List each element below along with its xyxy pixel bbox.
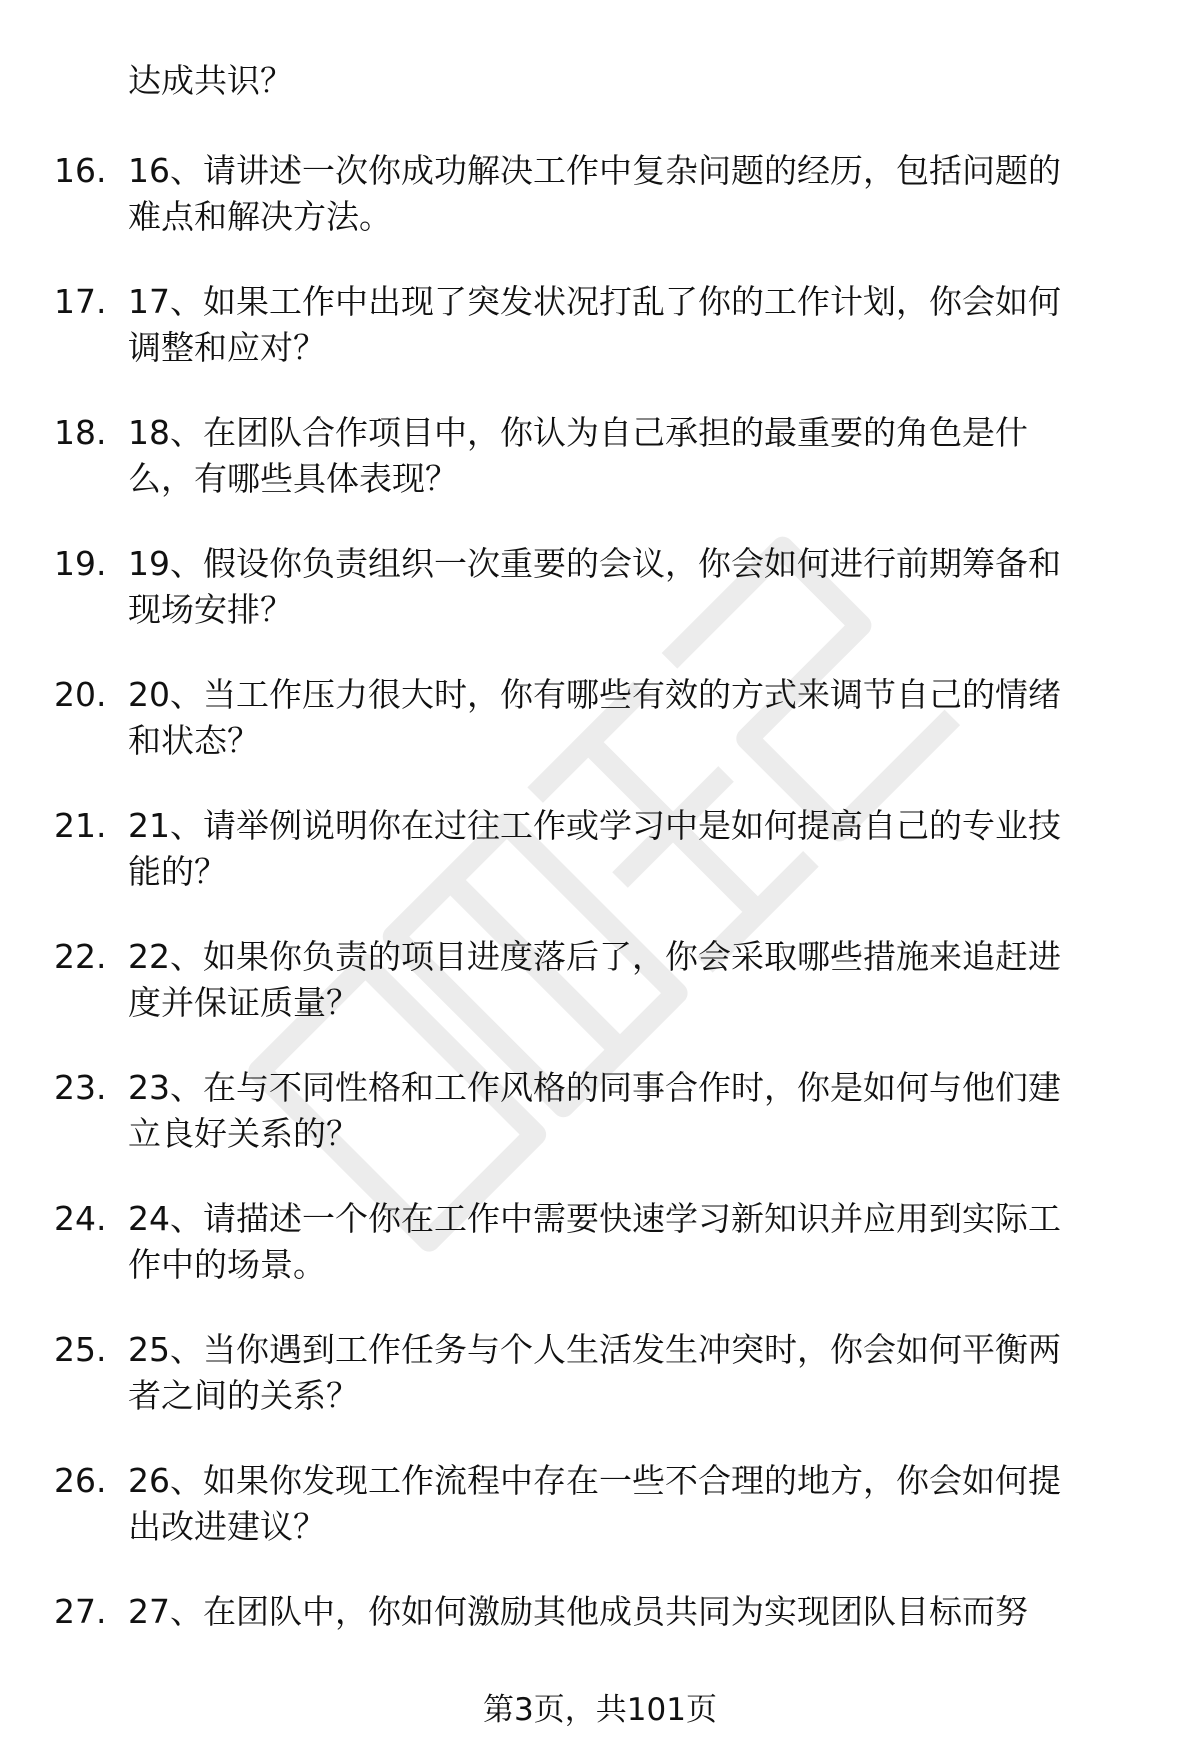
question-line-1: 26、如果你发现工作流程中存在一些不合理的地方，你会如何提 — [128, 1461, 1061, 1500]
question-line-1: 18、在团队合作项目中，你认为自己承担的最重要的角色是什 — [128, 413, 1028, 452]
question-line-1: 23、在与不同性格和工作风格的同事合作时，你是如何与他们建 — [128, 1068, 1061, 1107]
list-item — [0, 1196, 1200, 1327]
question-text — [128, 148, 1148, 240]
list-item — [0, 1065, 1200, 1196]
list-item — [0, 934, 1200, 1065]
list-item — [0, 148, 1200, 279]
question-text — [128, 1196, 1148, 1288]
question-text — [128, 1589, 1148, 1635]
question-line-2: 难点和解决方法。 — [128, 197, 392, 236]
question-line-1: 21、请举例说明你在过往工作或学习中是如何提高自己的专业技 — [128, 806, 1061, 845]
question-line-2: 立良好关系的？ — [128, 1114, 359, 1153]
question-text — [128, 1065, 1148, 1157]
question-number: 27. — [54, 1592, 107, 1631]
question-line-1: 25、当你遇到工作任务与个人生活发生冲突时，你会如何平衡两 — [128, 1330, 1061, 1369]
question-line-2: 出改进建议？ — [128, 1507, 326, 1546]
question-number: 24. — [54, 1199, 107, 1238]
question-line-2: 调整和应对？ — [128, 328, 326, 367]
question-text — [128, 1327, 1148, 1419]
question-text — [128, 1458, 1148, 1550]
question-number: 22. — [54, 937, 107, 976]
question-number: 21. — [54, 806, 107, 845]
question-text — [128, 279, 1148, 371]
question-line-1: 27、在团队中，你如何激励其他成员共同为实现团队目标而努 — [128, 1592, 1028, 1631]
question-number: 16. — [54, 151, 107, 190]
question-list — [0, 148, 1200, 1720]
question-number: 17. — [54, 282, 107, 321]
list-item — [0, 803, 1200, 934]
question-text — [128, 803, 1148, 895]
list-item — [0, 279, 1200, 410]
question-number: 26. — [54, 1461, 107, 1500]
question-line-2: 作中的场景。 — [128, 1245, 326, 1284]
list-item — [0, 672, 1200, 803]
question-text — [128, 541, 1148, 633]
continuation-text: 达成共识？ — [128, 61, 293, 100]
question-line-2: 现场安排？ — [128, 590, 293, 629]
question-number: 23. — [54, 1068, 107, 1107]
question-line-1: 24、请描述一个你在工作中需要快速学习新知识并应用到实际工 — [128, 1199, 1061, 1238]
question-text — [128, 672, 1148, 764]
list-item — [0, 541, 1200, 672]
question-number: 20. — [54, 675, 107, 714]
question-line-1: 22、如果你负责的项目进度落后了，你会采取哪些措施来追赶进 — [128, 937, 1061, 976]
question-text — [128, 934, 1148, 1026]
question-line-2: 者之间的关系？ — [128, 1376, 359, 1415]
question-line-2: 度并保证质量？ — [128, 983, 359, 1022]
question-line-1: 20、当工作压力很大时，你有哪些有效的方式来调节自己的情绪 — [128, 675, 1061, 714]
page-footer: 第3页，共101页 — [483, 1692, 717, 1728]
question-number: 25. — [54, 1330, 107, 1369]
question-line-1: 17、如果工作中出现了突发状况打乱了你的工作计划，你会如何 — [128, 282, 1061, 321]
list-item — [0, 1458, 1200, 1589]
question-number: 19. — [54, 544, 107, 583]
question-line-2: 么，有哪些具体表现？ — [128, 459, 458, 498]
question-number: 18. — [54, 413, 107, 452]
question-line-2: 和状态？ — [128, 721, 260, 760]
question-line-2: 能的？ — [128, 852, 227, 891]
list-item — [0, 1327, 1200, 1458]
question-line-1: 19、假设你负责组织一次重要的会议，你会如何进行前期筹备和 — [128, 544, 1061, 583]
list-item — [0, 410, 1200, 541]
question-text — [128, 410, 1148, 502]
question-line-1: 16、请讲述一次你成功解决工作中复杂问题的经历，包括问题的 — [128, 151, 1061, 190]
